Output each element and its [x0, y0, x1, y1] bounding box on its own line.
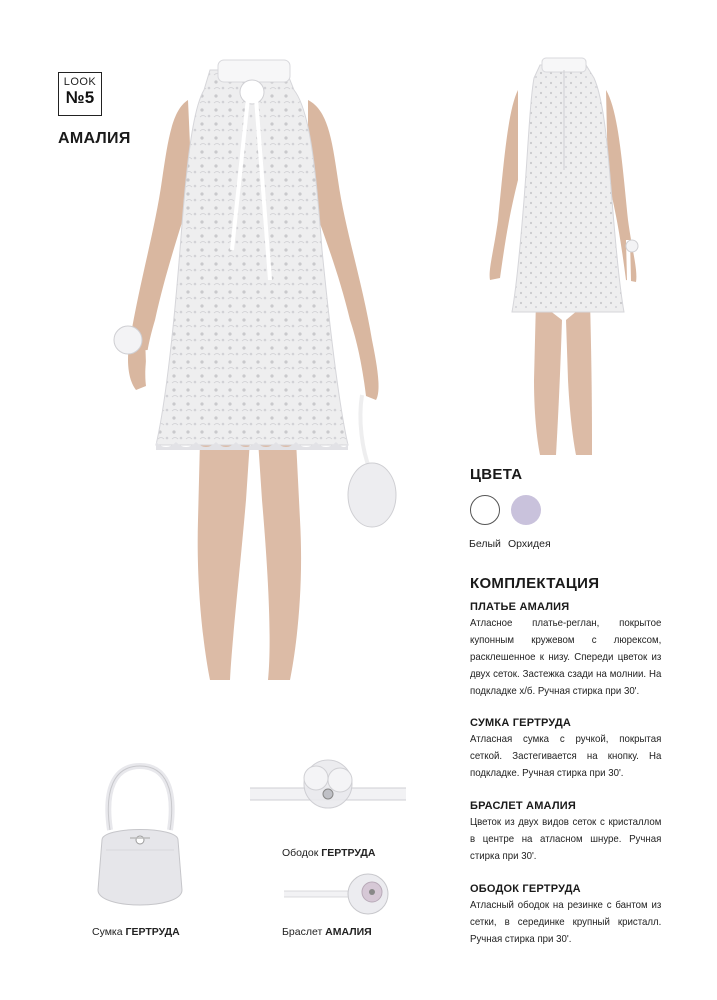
kit-item-desc-headband: Атласный ободок на резинке с бантом из сетки, в серединке крупный кристалл. Ручная стирка при 30'. [470, 899, 662, 945]
look-word: LOOK [63, 76, 97, 88]
kit-item-desc-bag: Атласная сумка с ручкой, покрытая сеткой. Застегивается на кнопку. На подкладке. Ручная стирка при 30'. [470, 733, 662, 779]
swatch-label-white: Белый [469, 538, 501, 550]
headband-product-photo [246, 752, 411, 822]
caption-bracelet-name: АМАЛИЯ [325, 926, 372, 938]
look-badge [58, 72, 102, 116]
model-back-photo [478, 50, 648, 460]
bracelet-product-photo [280, 870, 400, 920]
swatch-label-orchid: Орхидея [508, 538, 551, 550]
kit-item-title-bag: СУМКА ГЕРТРУДА [470, 717, 572, 729]
caption-bag-name: ГЕРТРУДА [125, 926, 180, 938]
look-number: №5 [65, 88, 95, 107]
caption-bag [92, 926, 180, 938]
swatch-white[interactable] [470, 495, 500, 525]
caption-headband [282, 847, 375, 859]
caption-bracelet-prefix: Браслет [282, 926, 323, 938]
look-name: АМАЛИЯ [58, 130, 131, 147]
caption-bag-prefix: Сумка [92, 926, 123, 938]
kit-item-title-headband: ОБОДОК ГЕРТРУДА [470, 883, 581, 895]
caption-headband-name: ГЕРТРУДА [321, 847, 376, 859]
caption-bracelet [282, 926, 372, 938]
kit-item-desc-dress: Атласное платье-реглан, покрытое купонным кружевом с люрексом, расклешенное к низу. Спереди цветок из двух сеток. Застежка сзади на молнии. На подкладке х/б. Ручная стирка при 30'. [470, 617, 662, 697]
bag-product-photo [90, 760, 190, 920]
kit-item-desc-bracelet: Цветок из двух видов сеток с кристаллом в центре на атласном шнуре. Ручная стирка при 30'. [470, 816, 662, 862]
model-front-photo [100, 50, 410, 690]
kit-item-title-bracelet: БРАСЛЕТ АМАЛИЯ [470, 800, 576, 812]
colors-title: ЦВЕТА [470, 466, 523, 483]
kit-item-title-dress: ПЛАТЬЕ АМАЛИЯ [470, 601, 570, 613]
swatch-orchid[interactable] [511, 495, 541, 525]
caption-headband-prefix: Ободок [282, 847, 319, 859]
kit-title: КОМПЛЕКТАЦИЯ [470, 575, 600, 592]
